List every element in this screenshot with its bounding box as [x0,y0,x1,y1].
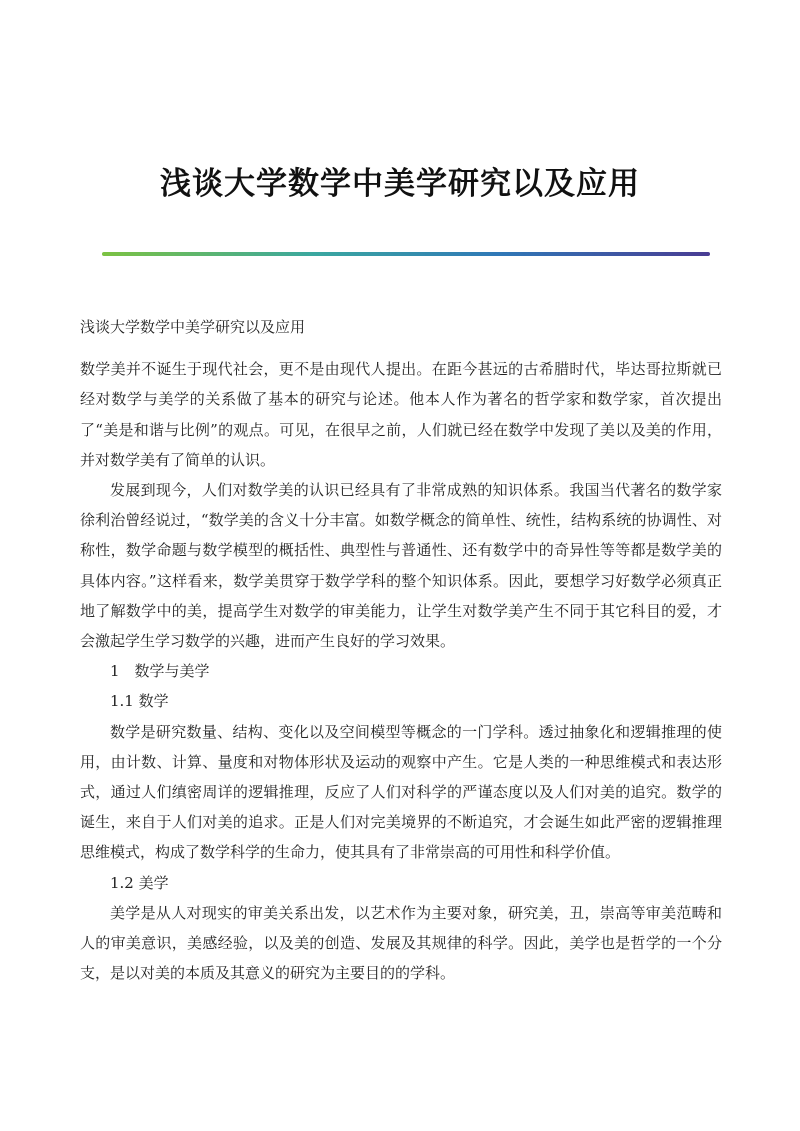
section-heading-1: 1 数学与美学 [110,662,210,681]
paragraph-aesthetics: 美学是从人对现实的审美关系出发，以艺术作为主要对象，研究美，丑，崇高等审美范畴和人的审美意识，美感经验，以及美的创造、发展及其规律的科学。因此，美学也是哲学的一个分支，是以对美的本质及其意义的研究为主要目的的学科。 [80,903,722,983]
document-subtitle: 浅谈大学数学中美学研究以及应用 [80,318,306,336]
document-title: 浅谈大学数学中美学研究以及应用 [160,166,640,202]
document-body [80,312,722,988]
subsection-heading-1-2: 1.2 美学 [110,873,169,892]
subsection-heading-1-1: 1.1 数学 [110,692,169,711]
title-divider [102,252,710,256]
paragraph-mathematics: 数学是研究数量、结构、变化以及空间模型等概念的一门学科。透过抽象化和逻辑推理的使用，由计数、计算、量度和对物体形状及运动的观察中产生。它是人类的一种思维模式和表达形式，通过人们缜密周详的逻辑推理，反应了人们对科学的严谨态度以及人们对美的追究。数学的诞生，来自于人们对美的追求。正是人们对完美境界的不断追究，才会诞生如此严密的逻辑推理思维模式，构成了数学科学的生命力，使其具有了非常崇高的可用性和科学价值。 [80,722,722,862]
paragraph-development: 发展到现今，人们对数学美的认识已经具有了非常成熟的知识体系。我国当代著名的数学家徐利治曾经说过，“数学美的含义十分丰富。如数学概念的简单性、统性，结构系统的协调性、对称性，数学命题与数学模型的概括性、典型性与普通性、还有数学中的奇异性等等都是数学美的具体内容。”这样看来，数学美贯穿于数学学科的整个知识体系。因此，要想学习好数学必须真正地了解数学中的美，提高学生对数学的审美能力，让学生对数学美产生不同于其它科目的爱，才会激起学生学习数学的兴趣，进而产生良好的学习效果。 [80,481,722,651]
paragraph-intro: 数学美并不诞生于现代社会，更不是由现代人提出。在距今甚远的古希腊时代，毕达哥拉斯就已经对数学与美学的关系做了基本的研究与论述。他本人作为著名的哲学家和数学家，首次提出了“美是和谐与比例”的观点。可见，在很早之前，人们就已经在数学中发现了美以及美的作用，并对数学美有了简单的认识。 [80,360,722,469]
